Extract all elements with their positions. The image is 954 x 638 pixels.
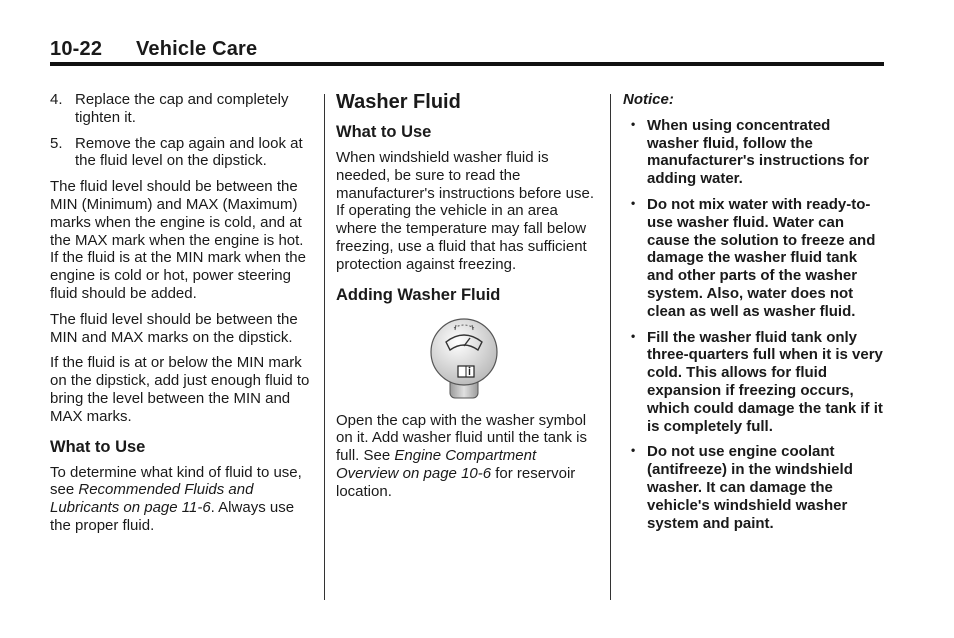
step-text: Remove the cap again and look at the fluid level on the dipstick. xyxy=(75,134,303,170)
notice-label: Notice: xyxy=(623,91,674,108)
list-item xyxy=(50,91,312,127)
column-divider xyxy=(324,94,325,600)
list-item xyxy=(623,196,885,321)
column-1 xyxy=(50,91,312,543)
cross-reference-link[interactable]: Recommended Fluids and Lubricants on page 11-6 xyxy=(50,481,254,517)
section-heading: Adding Washer Fluid xyxy=(336,285,501,304)
bullet-text: Fill the washer fluid tank only three-quarters full when it is very cold. This allows for fluid expansion if freezing occurs, which could damage the tank if it is completely full. xyxy=(647,328,883,435)
page-number: 10-22 xyxy=(50,38,103,60)
column-3 xyxy=(623,91,885,540)
bullet-text: Do not use engine coolant (antifreeze) in the windshield washer. It can damage the vehicle's windshield washer system and paint. xyxy=(647,443,853,532)
text-span: for reservoir location. xyxy=(336,464,576,500)
paragraph: The fluid level should be between the MIN and MAX marks on the dipstick. xyxy=(50,310,298,346)
bullet-text: Do not mix water with ready-to-use washer fluid. Water can cause the solution to freeze and damage the washer fluid tank and other parts of the washer system. Also, water does not clean as well as washer fluid. xyxy=(647,195,876,320)
bullet-icon: • xyxy=(631,116,636,131)
section-heading: What to Use xyxy=(50,437,146,456)
text-span: Open the cap with the washer symbol on it. Add washer fluid until the tank is full. See xyxy=(336,411,587,465)
text-span: . Always use the proper fluid. xyxy=(50,499,295,534)
cross-reference-link[interactable]: Engine Compartment Overview on page 10-6 xyxy=(336,447,537,482)
header-rule xyxy=(50,62,884,66)
list-item xyxy=(623,443,885,532)
list-item xyxy=(623,117,885,188)
bullet-icon: • xyxy=(631,195,636,210)
bullet-icon: • xyxy=(631,328,636,343)
step-number: 5. xyxy=(50,134,63,152)
column-2 xyxy=(336,91,598,509)
section-heading: What to Use xyxy=(336,123,432,141)
page-title: Washer Fluid xyxy=(336,91,461,113)
list-item xyxy=(50,135,312,171)
page-header xyxy=(50,38,257,61)
step-number: 4. xyxy=(50,91,63,108)
paragraph xyxy=(50,464,312,535)
column-divider xyxy=(610,94,611,600)
list-item xyxy=(623,329,885,436)
washer-cap-symbol-icon xyxy=(428,316,500,400)
bullet-text: When using concentrated washer fluid, follow the manufacturer's instructions for adding water. xyxy=(647,116,869,188)
paragraph xyxy=(336,412,598,501)
step-text: Replace the cap and completely tighten it. xyxy=(75,91,289,126)
paragraph: When windshield washer fluid is needed, be sure to read the manufacturer's instructions before use. If operating the vehicle in an area where the temperature may fall below freezing, use a fluid that has sufficient protection against freezing. xyxy=(336,149,594,273)
steps-list xyxy=(50,91,312,170)
paragraph: If the fluid is at or below the MIN mark on the dipstick, add just enough fluid to bring the level between the MIN and MAX marks. xyxy=(50,354,310,425)
section-title: Vehicle Care xyxy=(136,38,258,60)
bullet-icon: • xyxy=(631,443,636,458)
text-span: To determine what kind of fluid to use, see xyxy=(50,463,302,499)
paragraph: The fluid level should be between the MIN (Minimum) and MAX (Maximum) marks when the engine is cold, and at the MAX mark when the engine is hot. If the fluid is at the MIN mark when the engine is cold or hot, power steering fluid should be added. xyxy=(50,178,306,302)
